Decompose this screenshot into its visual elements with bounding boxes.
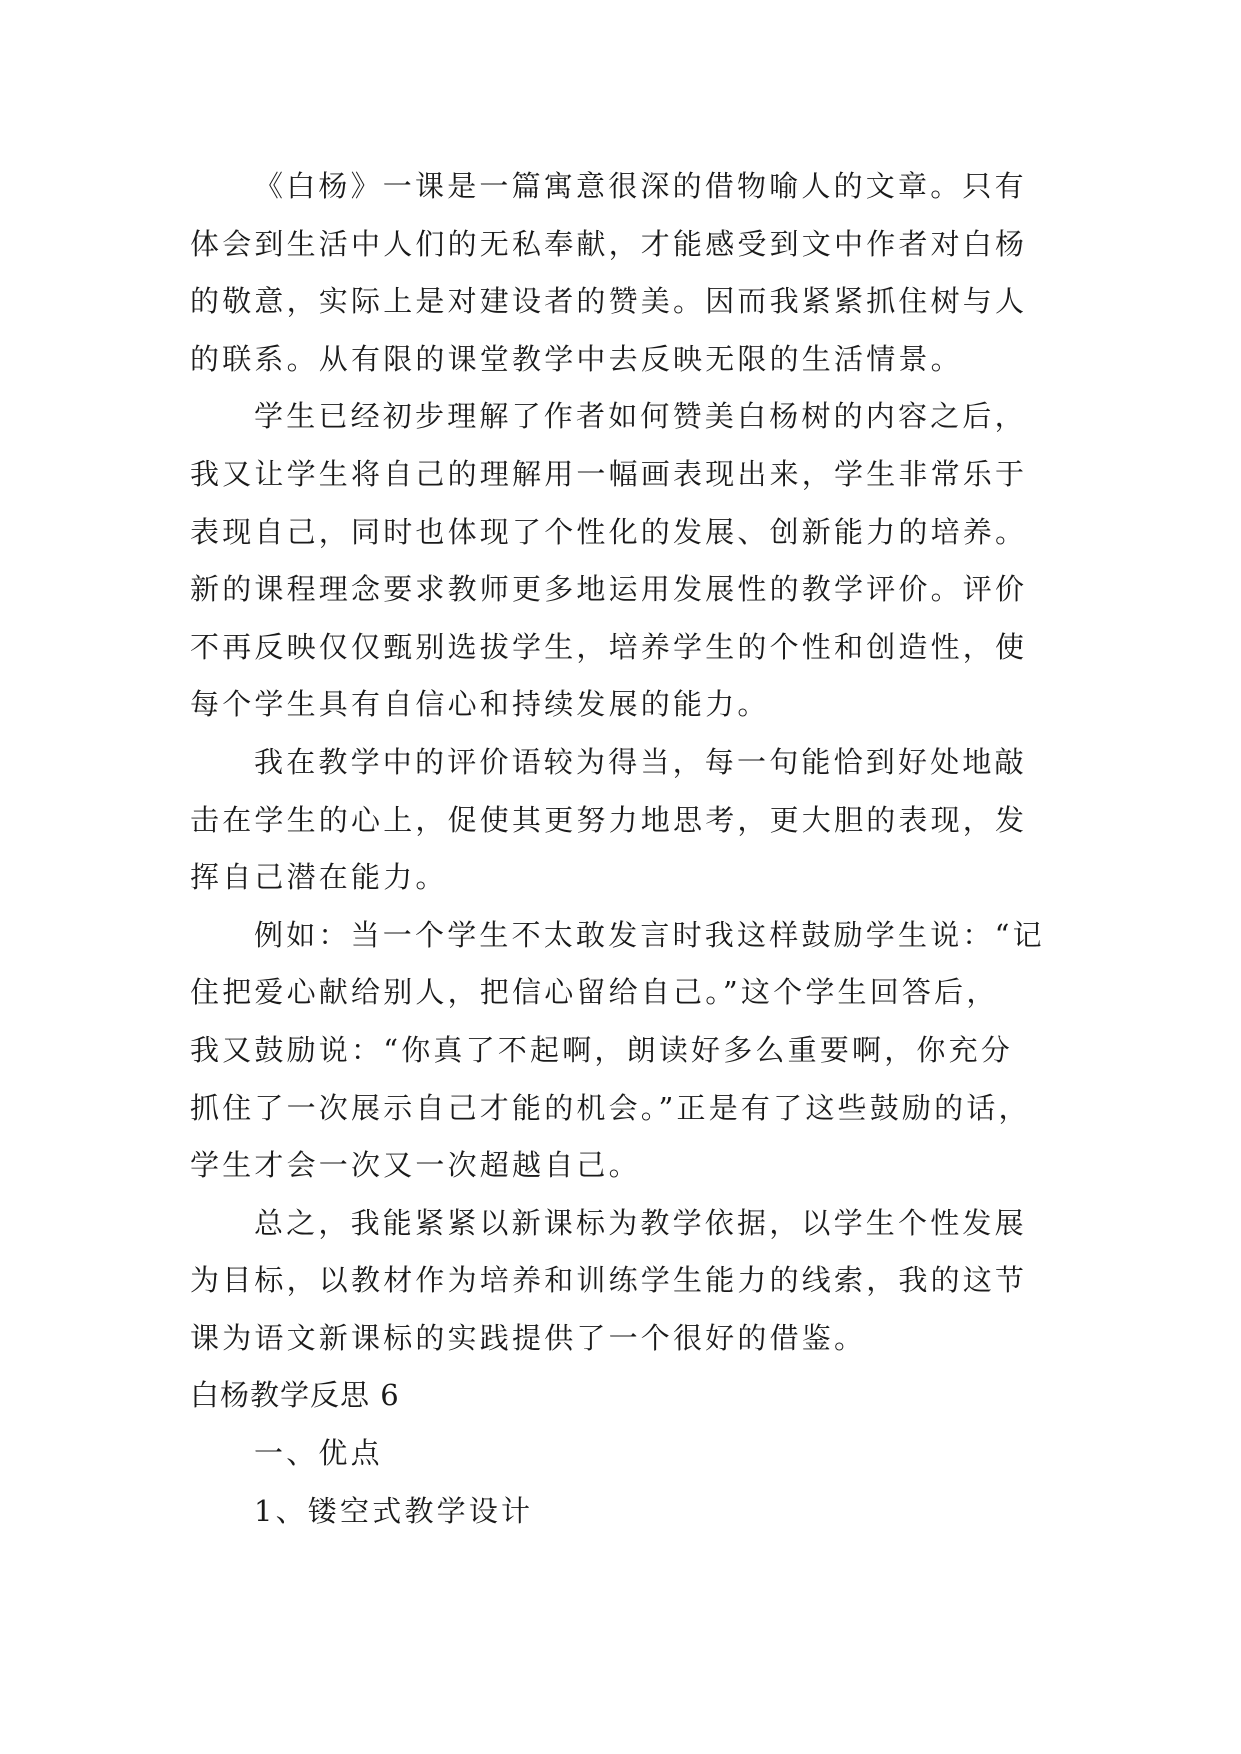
paragraph-line: 的敬意，实际上是对建设者的赞美。因而我紧紧抓住树与人 <box>190 284 1028 319</box>
paragraph-line: 课为语文新课标的实践提供了一个很好的借鉴。 <box>190 1320 867 1355</box>
paragraph-line: 学生已经初步理解了作者如何赞美白杨树的内容之后， <box>254 399 1027 434</box>
paragraph-line: 我在教学中的评价语较为得当，每一句能恰到好处地敲 <box>254 744 1027 779</box>
paragraph-line: 总之，我能紧紧以新课标为教学依据，以学生个性发展 <box>254 1205 1027 1240</box>
paragraph-line: 表现自己，同时也体现了个性化的发展、创新能力的培养。 <box>190 514 1028 549</box>
paragraph-line: 为目标，以教材作为培养和训练学生能力的线索，我的这节 <box>190 1263 1028 1298</box>
subsection-heading: 一、优点 <box>254 1436 383 1471</box>
paragraph-line: 例如：当一个学生不太敢发言时我这样鼓励学生说：“记 <box>254 917 1045 952</box>
paragraph-line: 《白杨》一课是一篇寓意很深的借物喻人的文章。只有 <box>254 169 1027 203</box>
paragraph-line: 不再反映仅仅甄别选拔学生，培养学生的个性和创造性，使 <box>190 629 1028 664</box>
paragraph-line: 体会到生活中人们的无私奉献，才能感受到文中作者对白杨 <box>190 226 1028 261</box>
section-heading: 白杨教学反思 6 <box>190 1378 400 1413</box>
paragraph-line: 每个学生具有自信心和持续发展的能力。 <box>190 687 770 722</box>
paragraph-line: 我又让学生将自己的理解用一幅画表现出来，学生非常乐于 <box>190 456 1028 491</box>
list-item-heading: 1、镂空式教学设计 <box>254 1493 534 1528</box>
paragraph-line: 住把爱心献给别人，把信心留给自己。”这个学生回答后， <box>190 975 999 1010</box>
paragraph-line: 我又鼓励说：“你真了不起啊，朗读好多么重要啊，你充分 <box>190 1032 1014 1067</box>
document-body <box>190 158 1060 1540</box>
paragraph-line: 新的课程理念要求教师更多地运用发展性的教学评价。评价 <box>190 572 1028 607</box>
paragraph-line: 挥自己潜在能力。 <box>190 860 448 895</box>
paragraph-line: 的联系。从有限的课堂教学中去反映无限的生活情景。 <box>190 341 963 376</box>
paragraph-line: 击在学生的心上，促使其更努力地思考，更大胆的表现，发 <box>190 802 1028 837</box>
paragraph-line: 学生才会一次又一次超越自己。 <box>190 1148 641 1183</box>
paragraph-line: 抓住了一次展示自己才能的机会。”正是有了这些鼓励的话， <box>190 1090 1031 1125</box>
